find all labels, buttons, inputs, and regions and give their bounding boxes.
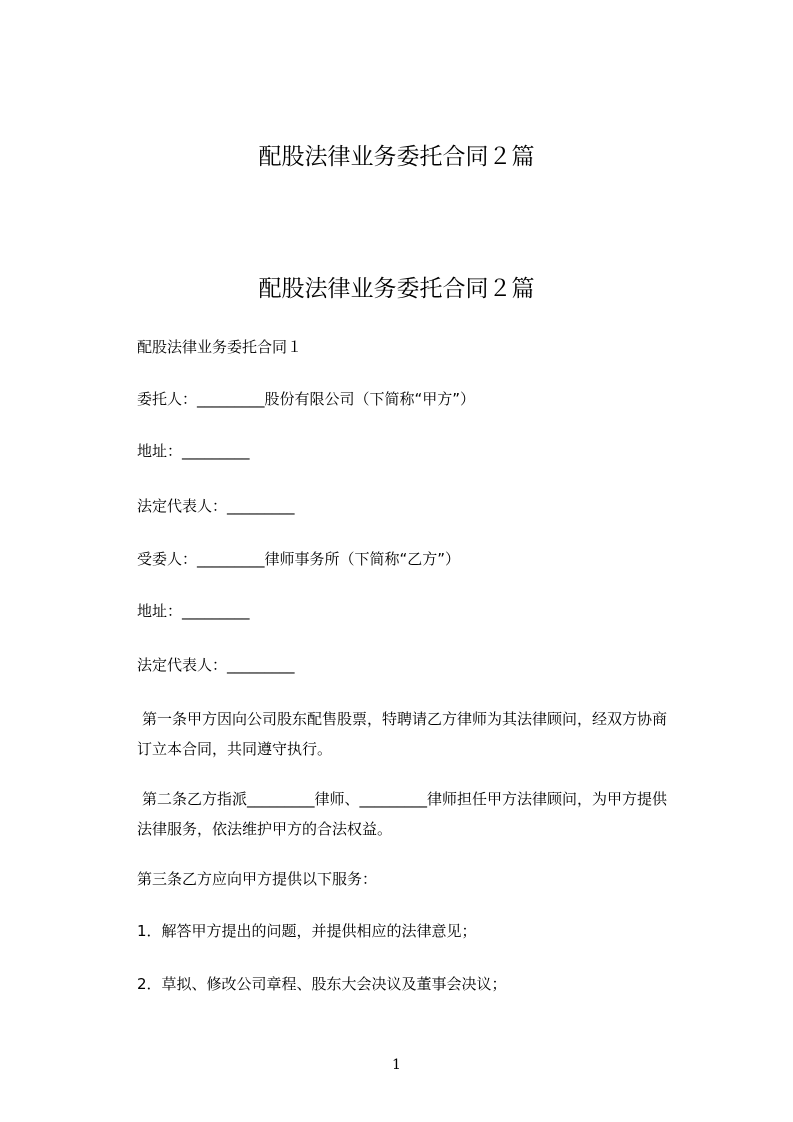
page-number: 1 bbox=[392, 1057, 401, 1073]
main-title: 配股法律业务委托合同２篇 bbox=[258, 276, 535, 302]
article-2-line-2: 法律服务，依法维护甲方的合法权益。 bbox=[137, 820, 393, 838]
client-representative-line: 法定代表人：_________ bbox=[137, 497, 295, 515]
article-2-line-1: 第二条乙方指派_________律师、_________律师担任甲方法律顾问，为甲方提供 bbox=[142, 790, 668, 808]
article-1-paragraph bbox=[137, 704, 707, 764]
list-item: 1．解答甲方提出的问题，并提供相应的法律意见； bbox=[137, 922, 477, 940]
article-2-paragraph bbox=[137, 784, 707, 844]
trustee-line: 受委人：_________律师事务所（下简称“乙方”） bbox=[137, 550, 461, 568]
article-1-line-2: 订立本合同，共同遵守执行。 bbox=[137, 740, 333, 758]
header-title: 配股法律业务委托合同２篇 bbox=[258, 144, 535, 170]
list-item: 2．草拟、修改公司章程、股东大会决议及董事会决议； bbox=[137, 975, 507, 993]
trustee-representative-line: 法定代表人：_________ bbox=[137, 656, 295, 674]
article-3-line: 第三条乙方应向甲方提供以下服务： bbox=[137, 870, 378, 888]
trustee-address-line: 地址：_________ bbox=[137, 602, 250, 620]
contract-subtitle: 配股法律业务委托合同１ bbox=[137, 338, 303, 356]
client-address-line: 地址：_________ bbox=[137, 442, 250, 460]
client-line: 委托人：_________股份有限公司（下简称“甲方”） bbox=[137, 390, 476, 408]
article-1-line-1: 第一条甲方因向公司股东配售股票，特聘请乙方律师为其法律顾问，经双方协商 bbox=[142, 710, 668, 728]
